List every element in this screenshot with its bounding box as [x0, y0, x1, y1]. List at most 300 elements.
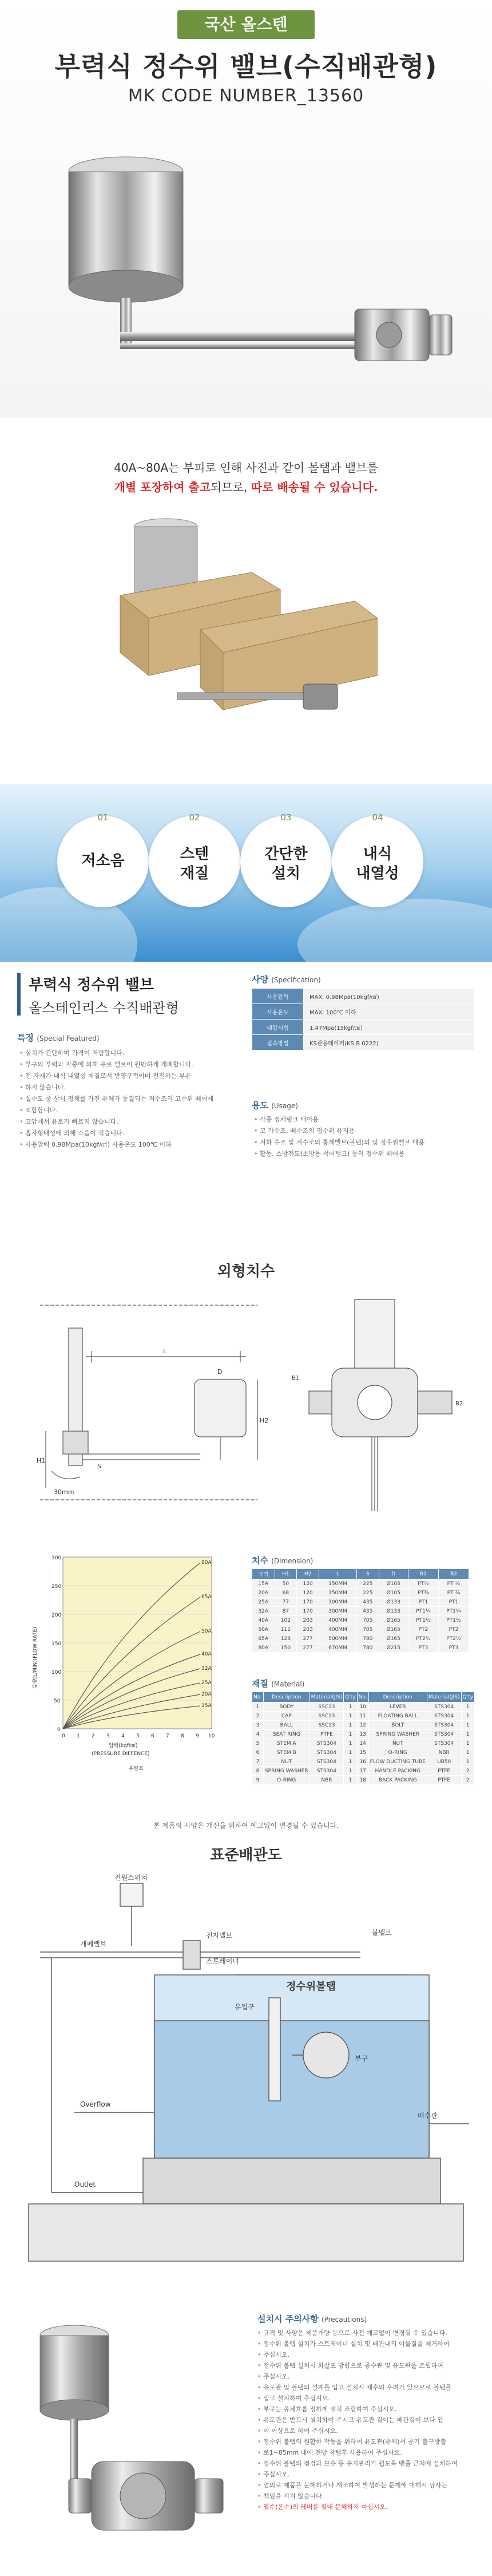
table-cell: 2: [461, 1776, 475, 1785]
spec-change-note: 본 제품의 사양은 개선을 위하여 예고없이 변경될 수 있습니다.: [153, 1822, 339, 1830]
column-header: H1: [275, 1569, 297, 1579]
table-cell: 2: [252, 1712, 264, 1721]
spec-title-block: [17, 973, 235, 1016]
series-label: 25A: [201, 1680, 212, 1686]
product-code: MK CODE NUMBER_13560: [128, 86, 364, 106]
table-cell: O-RING: [263, 1776, 310, 1785]
table-row: [252, 1748, 475, 1757]
spec-key: 사용온도: [252, 1004, 304, 1020]
table-cell: 1: [344, 1739, 357, 1748]
table-cell: PTFE: [427, 1776, 461, 1785]
table-cell: PT1: [438, 1598, 469, 1607]
column-header: 규격: [252, 1569, 275, 1579]
table-row: [252, 1020, 475, 1035]
table-cell: Ø165: [379, 1634, 408, 1643]
table-row: [252, 1004, 475, 1020]
drawing-label-b2: B2: [455, 1401, 463, 1407]
features-heading-ko: 특징: [17, 1033, 34, 1043]
table-cell: 50: [275, 1579, 297, 1589]
table-cell: 7: [252, 1757, 264, 1767]
usage-heading-ko: 용도: [252, 1100, 268, 1111]
list-item: • 이 이상으로 하여 주십시오.: [257, 2425, 481, 2436]
list-item-warning: • 열수(온수)의 레버를 절대 분해하지 마십시오.: [257, 2502, 481, 2512]
table-row: [252, 1739, 475, 1748]
table-cell: Ø133: [379, 1607, 408, 1616]
list-item: • 정수위 볼탭의 점검과 보수 등 유지관리가 쉽도록 맨홀 근처에 설치하여: [257, 2458, 481, 2469]
table-cell: 80A: [252, 1643, 275, 1653]
series-label: 50A: [201, 1629, 212, 1634]
table-cell: 1: [252, 1702, 264, 1712]
table-cell: STEM B: [263, 1748, 310, 1757]
features-banner: [0, 784, 492, 962]
column-header: No.: [252, 1692, 264, 1702]
dimension-heading-en: (Dimension): [271, 1557, 314, 1565]
table-cell: BALL: [263, 1721, 310, 1730]
feature-bubble: [240, 812, 332, 907]
piping-title: 표준배관도: [210, 1847, 282, 1864]
table-cell: STS304: [310, 1757, 344, 1767]
table-cell: 1: [344, 1712, 357, 1721]
table-cell: 6: [252, 1748, 264, 1757]
table-cell: 15A: [252, 1579, 275, 1589]
table-row: [252, 1607, 469, 1616]
material-heading-ko: 재질: [252, 1678, 268, 1689]
table-cell: 1: [461, 1712, 475, 1721]
label-inlet: 유입구: [235, 2003, 255, 2011]
spec-value: MAX. 100℃ 이하: [304, 1004, 475, 1020]
table-cell: PT ½: [438, 1579, 469, 1589]
usage-list: [254, 1114, 477, 1160]
table-cell: 1: [461, 1730, 475, 1739]
table-row: [252, 1616, 469, 1625]
table-cell: PT3: [438, 1643, 469, 1653]
table-cell: HANDLE PACKING: [368, 1767, 427, 1776]
label-stop-valve: 개폐밸브: [80, 1940, 107, 1948]
table-cell: 1: [461, 1757, 475, 1767]
table-cell: PT3: [408, 1643, 438, 1653]
list-item: • 흡자형태성에 의해 소음이 적습니다.: [19, 1128, 237, 1139]
table-cell: 1: [344, 1702, 357, 1712]
table-cell: 32A: [252, 1607, 275, 1616]
table-cell: SEAT RING: [263, 1730, 310, 1739]
table-cell: 277: [297, 1643, 319, 1653]
table-row: [252, 1721, 475, 1730]
packaging-line-1: 40A~80A는 부피로 인해 사진과 같이 볼탭과 밸브를: [114, 461, 378, 475]
spec-key: 접속방법: [252, 1035, 304, 1050]
table-row: [252, 989, 475, 1004]
table-cell: 20A: [252, 1589, 275, 1598]
list-item: • 부구의 부력과 자중에 의해 유로 밸브이 원만하게 개폐합니다.: [19, 1059, 237, 1070]
table-cell: Ø165: [379, 1616, 408, 1625]
column-header: H2: [297, 1569, 319, 1579]
table-cell: 170: [297, 1598, 319, 1607]
spec-section: [0, 962, 492, 1248]
cautions-heading-ko: 설치시 주의사항: [257, 2314, 319, 2324]
outline-drawing: [29, 1294, 269, 1523]
table-cell: 780: [356, 1634, 379, 1643]
dimensions-title: 외형치수: [217, 1263, 275, 1280]
table-cell: 1: [344, 1767, 357, 1776]
table-cell: 87: [275, 1607, 297, 1616]
table-cell: 40A: [252, 1616, 275, 1625]
table-cell: 170: [297, 1607, 319, 1616]
table-cell: Ø133: [379, 1598, 408, 1607]
packaging-red-a: 개별 포장하여 출고: [114, 480, 211, 494]
table-cell: 500MM: [319, 1634, 357, 1643]
table-cell: SSC13: [310, 1712, 344, 1721]
list-item: • 로1~85mm 내에 전방 착탱후 사용하여 주십시오.: [257, 2447, 481, 2458]
table-cell: 5: [252, 1739, 264, 1748]
feature-label: 내식 내열성: [356, 846, 399, 882]
material-heading: [252, 1677, 304, 1689]
label-switch: 전원스위치: [114, 1874, 148, 1882]
table-row: [252, 1634, 469, 1643]
table-cell: STEM A: [263, 1739, 310, 1748]
spec-value: KS관용테이퍼(KS B 0222): [304, 1035, 475, 1050]
dimension-heading-ko: 치수: [252, 1555, 268, 1566]
piping-section: [0, 1832, 492, 2290]
packaging-red-b: 따로 배송될 수 있습니다.: [251, 480, 378, 494]
table-cell: 1: [461, 1721, 475, 1730]
table-cell: 400MM: [319, 1625, 357, 1634]
x-tick: 0: [62, 1733, 65, 1739]
table-header-row: [252, 1569, 469, 1579]
features-list: [19, 1048, 237, 1151]
list-item: • 부구는 유체흐름 정하게 설치 조립하여 주십시오.: [257, 2404, 481, 2415]
table-cell: SPRING WASHER: [368, 1730, 427, 1739]
column-header: S: [356, 1569, 379, 1579]
features-heading: [17, 1032, 100, 1044]
table-row: [252, 1702, 475, 1712]
table-row: [252, 1625, 469, 1634]
spec-heading-ko: 사양: [252, 974, 268, 985]
table-cell: STS304: [310, 1767, 344, 1776]
table-cell: STS304: [427, 1721, 461, 1730]
x-tick: 7: [166, 1733, 169, 1739]
spec-key: 사용압력: [252, 989, 304, 1004]
cautions-section: [0, 2290, 492, 2576]
drawing-label-30mm: 30mm: [54, 1488, 74, 1496]
table-cell: 670MM: [319, 1643, 357, 1653]
column-header: Material(JIS): [427, 1692, 461, 1702]
cautions-heading: [257, 2313, 367, 2325]
table-cell: SSC13: [310, 1721, 344, 1730]
y-tick: 150: [51, 1641, 62, 1647]
table-cell: NUT: [263, 1757, 310, 1767]
table-cell: PT2½: [408, 1634, 438, 1643]
table-cell: STS304: [427, 1730, 461, 1739]
dimension-table: [252, 1568, 469, 1653]
hero-section: [0, 0, 492, 418]
table-cell: 50A: [252, 1625, 275, 1634]
table-cell: 150: [275, 1643, 297, 1653]
table-cell: 111: [275, 1625, 297, 1634]
table-cell: 225: [356, 1589, 379, 1598]
table-cell: STS304: [427, 1739, 461, 1748]
list-item: • 적합합니다.: [19, 1105, 237, 1116]
spec-subtitle: 올스테인리스 수직배관형: [29, 1000, 179, 1016]
series-label: 20A: [201, 1692, 212, 1697]
table-row: [252, 1598, 469, 1607]
drawing-label-h1: H1: [37, 1457, 46, 1464]
table-row: [252, 1589, 469, 1598]
table-cell: UB50: [427, 1757, 461, 1767]
y-axis-label: 유량(L/MIN)(FLOW RATE): [33, 1627, 38, 1689]
table-cell: 2: [461, 1767, 475, 1776]
x-tick: 4: [121, 1733, 125, 1739]
table-cell: 9: [252, 1776, 264, 1785]
table-cell: 10: [357, 1702, 368, 1712]
list-item: • 정수위 볼탭의 원활한 작동을 위하여 유도관(유체)서 공기 출구방출: [257, 2436, 481, 2447]
table-cell: 3: [252, 1721, 264, 1730]
flow-rate-chart: [29, 1546, 235, 1775]
table-cell: 1: [461, 1739, 475, 1748]
feature-number: 03: [280, 812, 292, 823]
list-item: • 활동, 소방전도(소방용 서어탱크) 등의 정수위 배어용: [254, 1148, 477, 1160]
feature-bubble: [57, 812, 149, 907]
table-cell: 435: [356, 1607, 379, 1616]
drawing-label-s: S: [97, 1463, 101, 1470]
table-row: [252, 1712, 475, 1721]
list-item: • 정수위 볼탭 설치가 스트레이너 설치 및 배관내의 이물질을 제거하여: [257, 2338, 481, 2349]
feature-label: 스텐 재질: [180, 846, 209, 882]
table-cell: 277: [297, 1634, 319, 1643]
label-ball-valve: 볼밸브: [372, 1929, 392, 1937]
table-cell: 17: [357, 1767, 368, 1776]
table-cell: 77: [275, 1598, 297, 1607]
dimension-heading: [252, 1554, 313, 1566]
packaging-line-2: [74, 477, 418, 497]
packaging-note: [74, 458, 418, 497]
feature-bubble: [332, 812, 423, 907]
table-cell: PT1: [408, 1598, 438, 1607]
x-tick: 10: [208, 1733, 215, 1739]
table-row: [252, 1730, 475, 1739]
table-cell: PT1¼: [408, 1607, 438, 1616]
table-cell: 13: [357, 1730, 368, 1739]
table-cell: 1: [461, 1702, 475, 1712]
label-strainer: 스트레이너: [206, 1957, 239, 1965]
table-cell: 4: [252, 1730, 264, 1739]
float-valve-label: 정수위볼탭: [286, 1981, 336, 1993]
feature-label: 저소음: [81, 852, 125, 870]
drawing-label-b1: B1: [292, 1375, 300, 1381]
table-cell: 1: [344, 1757, 357, 1767]
table-cell: 150MM: [319, 1579, 357, 1589]
label-outlet: Outlet: [74, 2180, 96, 2188]
table-cell: NBR: [427, 1748, 461, 1757]
x-tick: 8: [181, 1733, 184, 1739]
usage-heading-en: (Usage): [271, 1102, 298, 1110]
list-item: • 규격 및 사양은 제품개량 등으로 사전 예고없이 변경될 수 있습니다.: [257, 2328, 481, 2338]
table-cell: O-RING: [368, 1748, 427, 1757]
x-tick: 3: [106, 1733, 110, 1739]
table-cell: PT1½: [408, 1616, 438, 1625]
list-item: • 정수위 볼탭 설치시 화살표 방향으로 공수관 및 유도관을 조립하여: [257, 2360, 481, 2371]
table-cell: 68: [275, 1589, 297, 1598]
series-label: 65A: [201, 1594, 212, 1600]
list-item: • 설치가 간단하며 가격이 저렴합니다.: [19, 1048, 237, 1059]
x-tick: 9: [196, 1733, 199, 1739]
table-cell: STS304: [427, 1702, 461, 1712]
column-header: D: [379, 1569, 408, 1579]
table-cell: 225: [356, 1579, 379, 1589]
table-cell: 11: [357, 1712, 368, 1721]
table-cell: FLOW DUCTING TUBE: [368, 1757, 427, 1767]
y-tick: 50: [54, 1698, 61, 1704]
table-cell: 300MM: [319, 1607, 357, 1616]
list-item: • 지하 수조 및 저수조의 통제밸브(볼탭)의 및 정수위밸브 대용: [254, 1137, 477, 1148]
table-cell: 435: [356, 1598, 379, 1607]
list-item: • 사용압력 0.98Mpa(10kgf/㎠) 사용온도 100℃ 이하: [19, 1139, 237, 1151]
list-item: • 입고 설치하여 주십시오.: [257, 2393, 481, 2404]
table-cell: Ø215: [379, 1643, 408, 1653]
column-header: Q'ty: [461, 1692, 475, 1702]
series-label: 80A: [201, 1560, 212, 1566]
table-cell: 1: [344, 1776, 357, 1785]
table-cell: BODY: [263, 1702, 310, 1712]
cautions-heading-en: (Precautions): [321, 2316, 367, 2324]
table-cell: 120: [297, 1589, 319, 1598]
column-header: Description: [368, 1692, 427, 1702]
piping-diagram: [17, 1872, 475, 2284]
drawing-label-h2: H2: [260, 1417, 269, 1424]
spec-table: [252, 988, 475, 1050]
table-row: [252, 1767, 475, 1776]
table-cell: Ø165: [379, 1625, 408, 1634]
table-cell: 12: [357, 1721, 368, 1730]
table-cell: NBR: [310, 1776, 344, 1785]
spec-key: 내압시험: [252, 1020, 304, 1035]
table-header-row: [252, 1692, 475, 1702]
column-header: B1: [408, 1569, 438, 1579]
series-label: 32A: [201, 1666, 212, 1672]
x-axis-label: (PRESSURE DIFFENCE): [92, 1751, 150, 1757]
table-cell: STS304: [310, 1748, 344, 1757]
feature-number: 04: [372, 812, 383, 823]
table-cell: 300MM: [319, 1598, 357, 1607]
material-table: [252, 1692, 475, 1785]
table-cell: SPRING WASHER: [263, 1767, 310, 1776]
table-cell: Ø105: [379, 1589, 408, 1598]
y-tick: 200: [51, 1613, 62, 1618]
table-cell: 1: [344, 1748, 357, 1757]
table-cell: 780: [356, 1643, 379, 1653]
sectional-drawing: [286, 1294, 469, 1523]
packaging-section: [0, 418, 492, 784]
y-tick: 0: [57, 1727, 61, 1733]
table-cell: STS304: [427, 1712, 461, 1721]
table-cell: 15: [357, 1748, 368, 1757]
series-label: 40A: [201, 1652, 212, 1657]
table-cell: 14: [357, 1739, 368, 1748]
table-row: [252, 1579, 469, 1589]
product-title: 부력식 정수위 밸브(수직배관형): [54, 51, 438, 82]
spec-title: 부력식 정수위 밸브: [29, 977, 154, 994]
product-badge: 국산 올스텐: [177, 10, 315, 39]
table-cell: LEVER: [368, 1702, 427, 1712]
y-tick: 300: [51, 1555, 62, 1561]
column-header: Material(JIS): [310, 1692, 344, 1702]
table-cell: 203: [297, 1625, 319, 1634]
label-drain: 배수관: [418, 2112, 438, 2120]
table-cell: NUT: [368, 1739, 427, 1748]
x-tick: 6: [151, 1733, 154, 1739]
table-cell: 1: [344, 1730, 357, 1739]
spec-value: MAX. 0.98Mpa(10kgf/㎠): [304, 989, 475, 1004]
dimensions-section: [0, 1248, 492, 1832]
column-header: Description: [263, 1692, 310, 1702]
float-valve-photo: [34, 137, 469, 378]
packaging-mid: 되므로,: [211, 480, 251, 494]
list-item: • 유도관은 반드시 설치하여 주시고 유도관 길이는 배관길이 보다 입: [257, 2415, 481, 2425]
packaging-photo: [114, 504, 378, 761]
drawing-label-l: L: [163, 1348, 167, 1355]
label-float: 부구: [355, 2055, 368, 2063]
table-cell: BOLT: [368, 1721, 427, 1730]
y-tick: 250: [51, 1584, 62, 1590]
table-cell: PT½: [408, 1579, 438, 1589]
table-cell: 203: [297, 1616, 319, 1625]
table-cell: 1: [461, 1748, 475, 1757]
list-item: • 주십시오.: [257, 2371, 481, 2382]
feature-number: 01: [97, 812, 109, 823]
table-cell: PT¾: [408, 1589, 438, 1598]
list-item: • 책임을 지지 않습니다.: [257, 2491, 481, 2502]
table-cell: PT2: [438, 1625, 469, 1634]
x-tick: 1: [77, 1733, 80, 1739]
table-cell: CAP: [263, 1712, 310, 1721]
table-cell: PTFE: [427, 1767, 461, 1776]
drawing-label-d: D: [217, 1368, 223, 1376]
list-item: • 고압에서 유로가 빠르지 않습니다.: [19, 1116, 237, 1128]
column-header: B2: [438, 1569, 469, 1579]
list-item: • 주십시오.: [257, 2469, 481, 2480]
x-tick: 5: [136, 1733, 140, 1739]
chart-caption: 유량표: [129, 1766, 144, 1772]
list-item: • 엄의로 제품을 분해하거나 개조하여 발생하는 문제에 대해서 당사는: [257, 2480, 481, 2491]
list-item: • 주십시오.: [257, 2349, 481, 2360]
table-cell: 150MM: [319, 1589, 357, 1598]
spec-heading-en: (Specification): [271, 976, 321, 984]
label-overflow: Overflow: [80, 2100, 111, 2108]
y-tick: 100: [51, 1670, 62, 1676]
feature-number: 02: [189, 812, 200, 823]
spec-value: 1.47Mpa(15kgf/㎠): [304, 1020, 475, 1035]
series-label: 15A: [201, 1703, 212, 1709]
table-cell: Ø105: [379, 1579, 408, 1589]
table-cell: 120: [297, 1579, 319, 1589]
table-cell: 18: [357, 1776, 368, 1785]
feature-label: 간단한 설치: [264, 846, 308, 882]
water-splash: [297, 899, 492, 962]
table-cell: 705: [356, 1625, 379, 1634]
table-cell: 705: [356, 1616, 379, 1625]
table-cell: PT1½: [438, 1616, 469, 1625]
table-cell: PT ¾: [438, 1589, 469, 1598]
table-cell: SSC13: [310, 1702, 344, 1712]
table-cell: BACK PACKING: [368, 1776, 427, 1785]
cautions-list: [257, 2328, 481, 2512]
spec-heading: [252, 973, 321, 985]
label-magnet-valve: 전자밸브: [206, 1931, 233, 1939]
table-cell: PT1¼: [438, 1607, 469, 1616]
list-item: • 하지 않습니다.: [19, 1082, 237, 1093]
column-header: No.: [357, 1692, 368, 1702]
table-cell: PT2½: [438, 1634, 469, 1643]
table-cell: 128: [275, 1634, 297, 1643]
table-cell: 102: [275, 1616, 297, 1625]
